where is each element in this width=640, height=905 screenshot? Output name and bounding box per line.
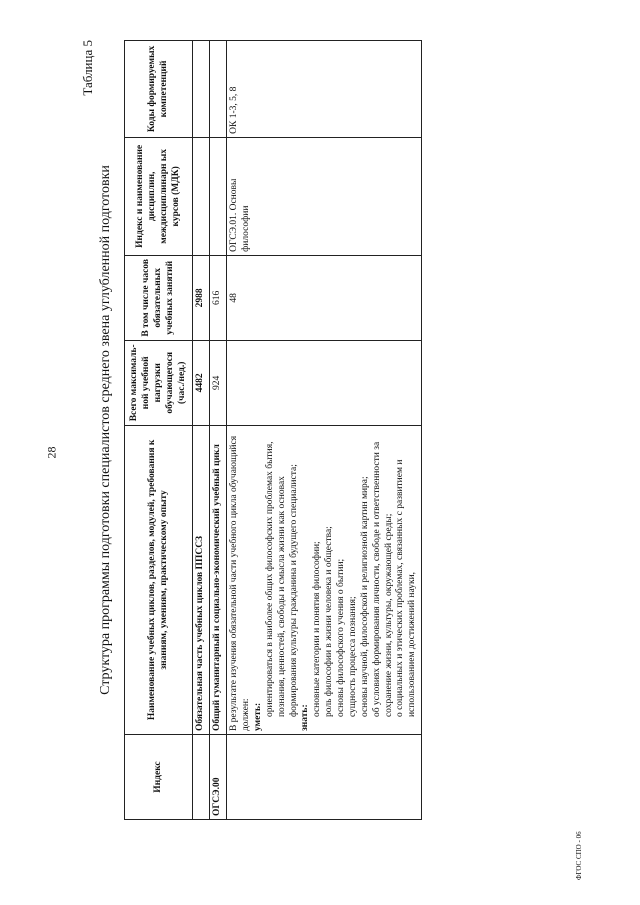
row-name: Обязательная часть учебных циклов ППССЗ (193, 425, 210, 734)
header-codes: Коды формируемых компетенций (125, 41, 193, 138)
header-total: Всего максималь-ной учебной нагрузки обучающегося (час./нед.) (125, 340, 193, 425)
knowledge-heading: знать: (300, 704, 311, 732)
structure-table (124, 40, 422, 820)
skill-item: ориентироваться в наиболее общих философских проблемах бытия, познания, ценностей, свободы и смысла жизни как основах формирования культуры гражданина и будущего специалиста; (264, 441, 299, 718)
knowledge-item: основные категории и понятия философии; (312, 541, 323, 718)
row-mandatory: 48 (227, 255, 422, 340)
header-discipline: Индекс и наименование дисциплин, междисциплинарн ых курсов (МДК) (125, 137, 193, 255)
row-total: 4482 (193, 340, 210, 425)
knowledge-item: роль философии в жизни человека и общества; (324, 526, 335, 718)
row-codes: ОК 1-3, 5, 8 (227, 41, 422, 138)
knowledge-item: об условиях формирования личности, свободе и ответственности за сохранение жизни, культуры, окружающей среды; (371, 441, 394, 718)
row-discipline: ОГСЭ.01. Основы философии (227, 137, 422, 255)
knowledge-item: основы научной, философской и религиозной картин мира; (359, 476, 370, 718)
requirements-cell (227, 425, 422, 734)
header-name: Наименование учебных циклов, разделов, модулей, требования к знаниям, умениям, практическому опыту (125, 425, 193, 734)
row-mandatory: 616 (210, 255, 227, 340)
skills-heading: уметь: (252, 702, 263, 732)
row-name: Общий гуманитарный и социально-экономический учебный цикл (210, 425, 227, 734)
row-mandatory: 2988 (193, 255, 210, 340)
knowledge-item: о социальных и этических проблемах, связанных с развитием и использованием достижений науки, (395, 459, 418, 718)
table-row (210, 41, 227, 820)
requirements-intro: В результате изучения обязательной части учебного цикла обучающийся должен: (229, 435, 251, 732)
row-total: 924 (210, 340, 227, 425)
table-row (227, 41, 422, 820)
footer-label: ФГОС СПО - 06 (575, 831, 583, 880)
rotated-page-content (80, 40, 520, 820)
knowledge-item: сущность процесса познания; (347, 596, 358, 718)
header-row (125, 41, 193, 820)
header-mandatory: В том числе часов обязательных учебных занятий (125, 255, 193, 340)
header-index: Индекс (125, 735, 193, 820)
table-number: Таблица 5 (80, 40, 95, 96)
knowledge-item: основы философского учения о бытии; (336, 558, 346, 718)
page-number: 28 (44, 446, 59, 459)
table-row (193, 41, 210, 820)
row-index: ОГСЭ.00 (210, 735, 227, 820)
table-title: Структура программы подготовки специалистов среднего звена углубленной подготовки (98, 165, 113, 695)
